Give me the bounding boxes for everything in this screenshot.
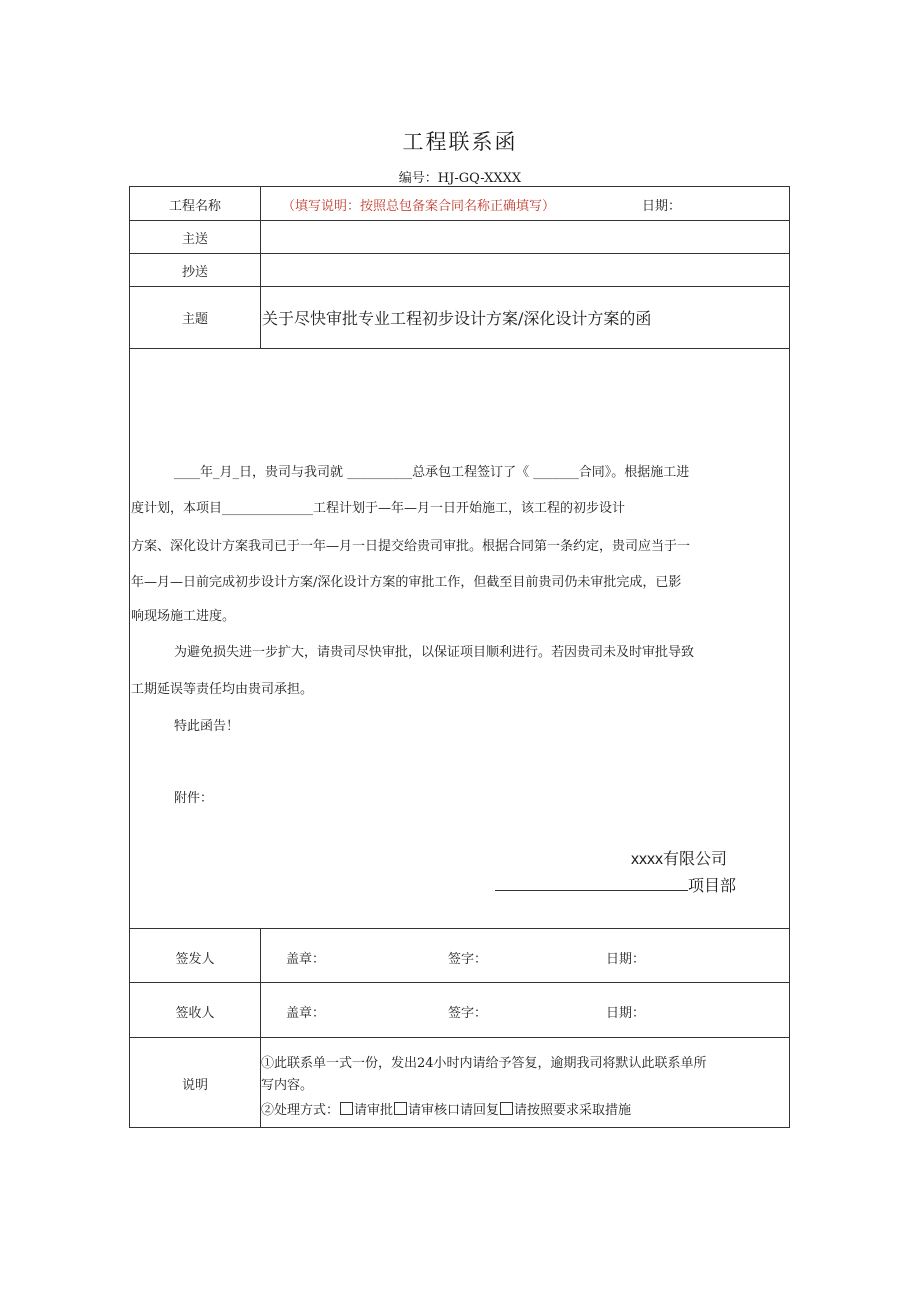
row-divider [130,982,789,983]
cc-label: 抄送 [181,265,208,280]
project-name-hint[interactable]: （填写说明：按照总包备案合同名称正确填写） [282,199,556,214]
row-divider [130,1037,789,1038]
subject-value: 关于尽快审批专业工程初步设计方案/深化设计方案的函 [262,309,652,328]
subject-label: 主题 [181,312,208,327]
body-line: 响现场施工进度。 [131,609,236,624]
body-line: 工期延误等责任均由贵司承担。 [131,682,314,697]
issuer-seal[interactable]: 盖章： [286,952,326,967]
department-line [495,872,736,896]
project-name-label: 工程名称 [168,199,221,214]
option-approve-label: 请审批 [354,1103,394,1118]
company-name: xxxx有限公司 [631,851,728,868]
checkbox-review[interactable] [394,1102,407,1115]
receiver-seal[interactable]: 盖章： [286,1006,326,1021]
option-measures-label: 请按照要求采取措施 [514,1103,632,1118]
column-divider [260,928,261,1128]
option-review-label: 请审核口请回复 [408,1103,500,1118]
body-line: 度计划，本项目______________工程计划于—年—月一日开始施工，该工程的初步设计 [131,501,626,516]
issuer-label: 签发人 [175,952,215,967]
checkbox-measures[interactable] [500,1102,513,1115]
notes-label: 说明 [181,1078,208,1093]
document-number: 编号：HJ-GQ-XXXX [398,171,522,186]
issuer-date[interactable]: 日期： [606,952,646,967]
checkbox-approve[interactable] [340,1102,353,1115]
contact-letter-form [129,186,790,1128]
row-divider [130,220,789,221]
issuer-signature[interactable]: 签字： [448,952,488,967]
department-blank[interactable] [495,872,688,891]
note-2 [261,1099,631,1118]
department-label: 项目部 [688,878,737,895]
closing-text: 特此函告！ [174,719,240,734]
body-line: ____年_月_日，贵司与我司就 __________总承包工程签订了《 _______合同》。根据施工进 [174,465,690,480]
to-label: 主送 [181,232,208,247]
attachment-label: 附件： [174,791,214,806]
body-line: 为避免损失进一步扩大，请贵司尽快审批，以保证项目顺利进行。若因贵司未及时审批导致 [174,645,695,660]
to-field[interactable] [262,222,787,250]
body-line: 年—月—日前完成初步设计方案/深化设计方案的审批工作，但截至目前贵司仍未审批完成，已影 [131,575,682,590]
receiver-signature[interactable]: 签字： [448,1006,488,1021]
row-divider [130,348,789,349]
note-1-line-1: ①此联系单一式一份，发出24小时内请给予答复，逾期我司将默认此联系单所 [261,1056,707,1071]
row-divider [130,286,789,287]
row-divider [130,253,789,254]
receiver-label: 签收人 [175,1006,215,1021]
row-divider [130,928,789,929]
document-title: 工程联系函 [402,130,518,154]
column-divider [260,187,261,348]
receiver-date[interactable]: 日期： [606,1006,646,1021]
cc-field[interactable] [262,255,787,283]
body-line: 方案、深化设计方案我司已于一年—月一日提交给贵司审批。根据合同第一条约定，贵司应当于一 [131,539,691,554]
note-1-line-2: 写内容。 [261,1078,314,1093]
note-2-prefix: ②处理方式： [261,1103,340,1118]
date-label: 日期： [642,199,682,214]
